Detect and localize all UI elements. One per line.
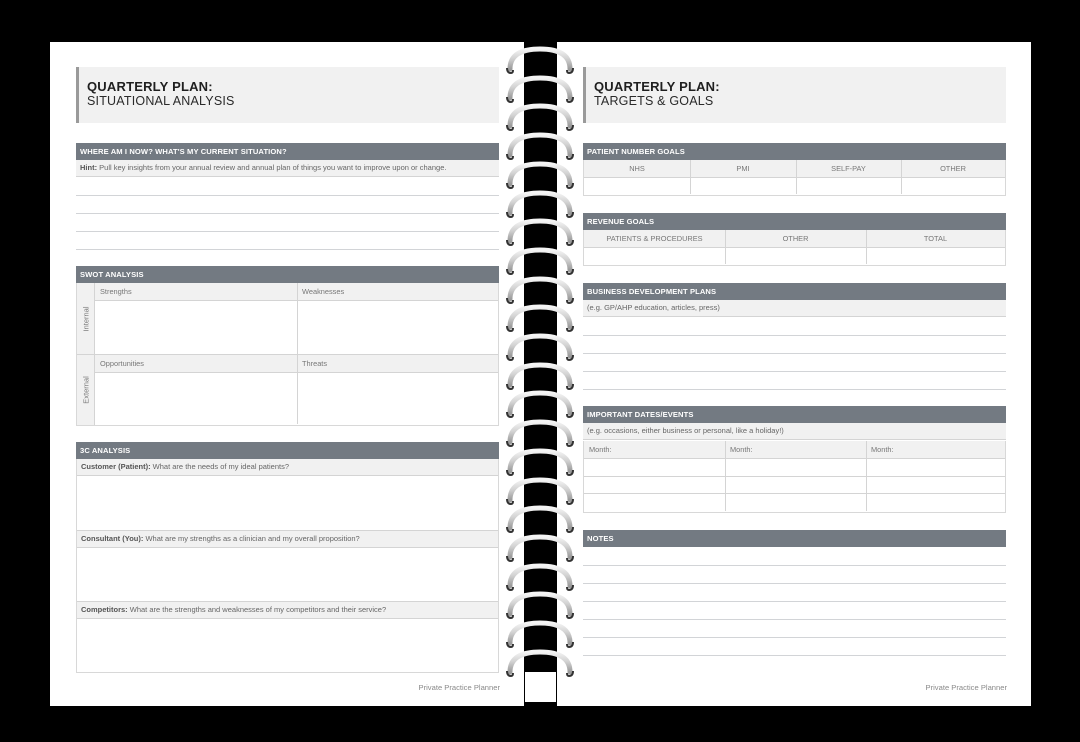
business-dev-header: BUSINESS DEVELOPMENT PLANS — [583, 283, 1006, 300]
col-nhs: NHS — [584, 160, 690, 178]
col-total: TOTAL — [866, 230, 1005, 248]
revenue-other-input[interactable] — [726, 248, 866, 264]
col-self-pay: SELF-PAY — [796, 160, 901, 178]
pmi-input[interactable] — [691, 178, 796, 194]
three-c-header: 3C ANALYSIS — [76, 442, 499, 459]
writing-line[interactable] — [76, 195, 499, 196]
spine — [524, 42, 557, 706]
revenue-goals-header: REVENUE GOALS — [583, 213, 1006, 230]
consultant-prompt: Consultant (You): What are my strengths as a clinician and my overall proposition? — [77, 530, 498, 548]
writing-line[interactable] — [583, 371, 1006, 372]
situation-header: WHERE AM I NOW? WHAT'S MY CURRENT SITUATION? — [76, 143, 499, 160]
writing-line[interactable] — [583, 353, 1006, 354]
competitors-prompt: Competitors: What are the strengths and weaknesses of my competitors and their service? — [77, 601, 498, 619]
writing-line[interactable] — [583, 583, 1006, 584]
writing-line[interactable] — [583, 637, 1006, 638]
month-label-1: Month: — [584, 441, 725, 459]
writing-line[interactable] — [76, 231, 499, 232]
page-title — [76, 67, 499, 123]
writing-line[interactable] — [583, 619, 1006, 620]
right-page — [557, 42, 1031, 706]
page-title — [583, 67, 1006, 123]
title-line1: QUARTERLY PLAN: — [594, 79, 720, 94]
writing-line[interactable] — [583, 601, 1006, 602]
page-footer: Private Practice Planner — [925, 683, 1007, 692]
opportunities-input[interactable] — [95, 373, 297, 424]
patient-goals-table — [583, 160, 1006, 196]
spine-tab — [525, 672, 556, 702]
threats-input[interactable] — [298, 373, 498, 424]
title-line2: SITUATIONAL ANALYSIS — [87, 94, 235, 108]
competitors-input[interactable] — [77, 619, 498, 671]
title-line2: TARGETS & GOALS — [594, 94, 714, 108]
hint-label: Hint: — [80, 163, 98, 172]
title-line1: QUARTERLY PLAN: — [87, 79, 213, 94]
important-dates-table — [583, 441, 1006, 513]
swot-grid — [76, 283, 499, 426]
important-dates-hint: (e.g. occasions, either business or personal, like a holiday!) — [583, 423, 1006, 440]
self-pay-input[interactable] — [797, 178, 901, 194]
writing-line[interactable] — [583, 335, 1006, 336]
strengths-input[interactable] — [95, 301, 297, 354]
swot-opportunities-label: Opportunities — [95, 355, 297, 373]
hint-text: Pull key insights from your annual review and annual plan of things you want to improve upon or change. — [97, 163, 447, 172]
important-dates-header: IMPORTANT DATES/EVENTS — [583, 406, 1006, 423]
revenue-total-input[interactable] — [867, 248, 1005, 264]
page-footer: Private Practice Planner — [418, 683, 500, 692]
swot-threats-label: Threats — [297, 355, 498, 373]
customer-input[interactable] — [77, 477, 498, 529]
situation-hint — [76, 160, 499, 177]
consultant-input[interactable] — [77, 548, 498, 601]
notes-header: NOTES — [583, 530, 1006, 547]
swot-side-external: External — [77, 354, 95, 425]
swot-header: SWOT ANALYSIS — [76, 266, 499, 283]
writing-line[interactable] — [76, 249, 499, 250]
month-1-events-input[interactable] — [584, 459, 725, 511]
col-other: OTHER — [901, 160, 1005, 178]
nhs-input[interactable] — [584, 178, 690, 194]
swot-weaknesses-label: Weaknesses — [297, 283, 498, 301]
weaknesses-input[interactable] — [298, 301, 498, 354]
writing-line[interactable] — [583, 565, 1006, 566]
col-patients-procedures: PATIENTS & PROCEDURES — [584, 230, 725, 248]
col-pmi: PMI — [690, 160, 796, 178]
other-input[interactable] — [902, 178, 1005, 194]
swot-side-internal: Internal — [77, 283, 95, 354]
month-label-3: Month: — [866, 441, 1005, 459]
customer-prompt: Customer (Patient): What are the needs of my ideal patients? — [77, 459, 498, 476]
col-other: OTHER — [725, 230, 866, 248]
patient-goals-header: PATIENT NUMBER GOALS — [583, 143, 1006, 160]
business-dev-hint: (e.g. GP/AHP education, articles, press) — [583, 300, 1006, 317]
month-label-2: Month: — [725, 441, 866, 459]
revenue-goals-table — [583, 230, 1006, 266]
three-c-grid — [76, 459, 499, 673]
writing-line[interactable] — [583, 389, 1006, 390]
swot-strengths-label: Strengths — [95, 283, 297, 301]
writing-line[interactable] — [76, 213, 499, 214]
month-2-events-input[interactable] — [726, 459, 866, 511]
month-3-events-input[interactable] — [867, 459, 1005, 511]
patients-procedures-input[interactable] — [584, 248, 725, 264]
left-page — [50, 42, 524, 706]
writing-line[interactable] — [583, 655, 1006, 656]
